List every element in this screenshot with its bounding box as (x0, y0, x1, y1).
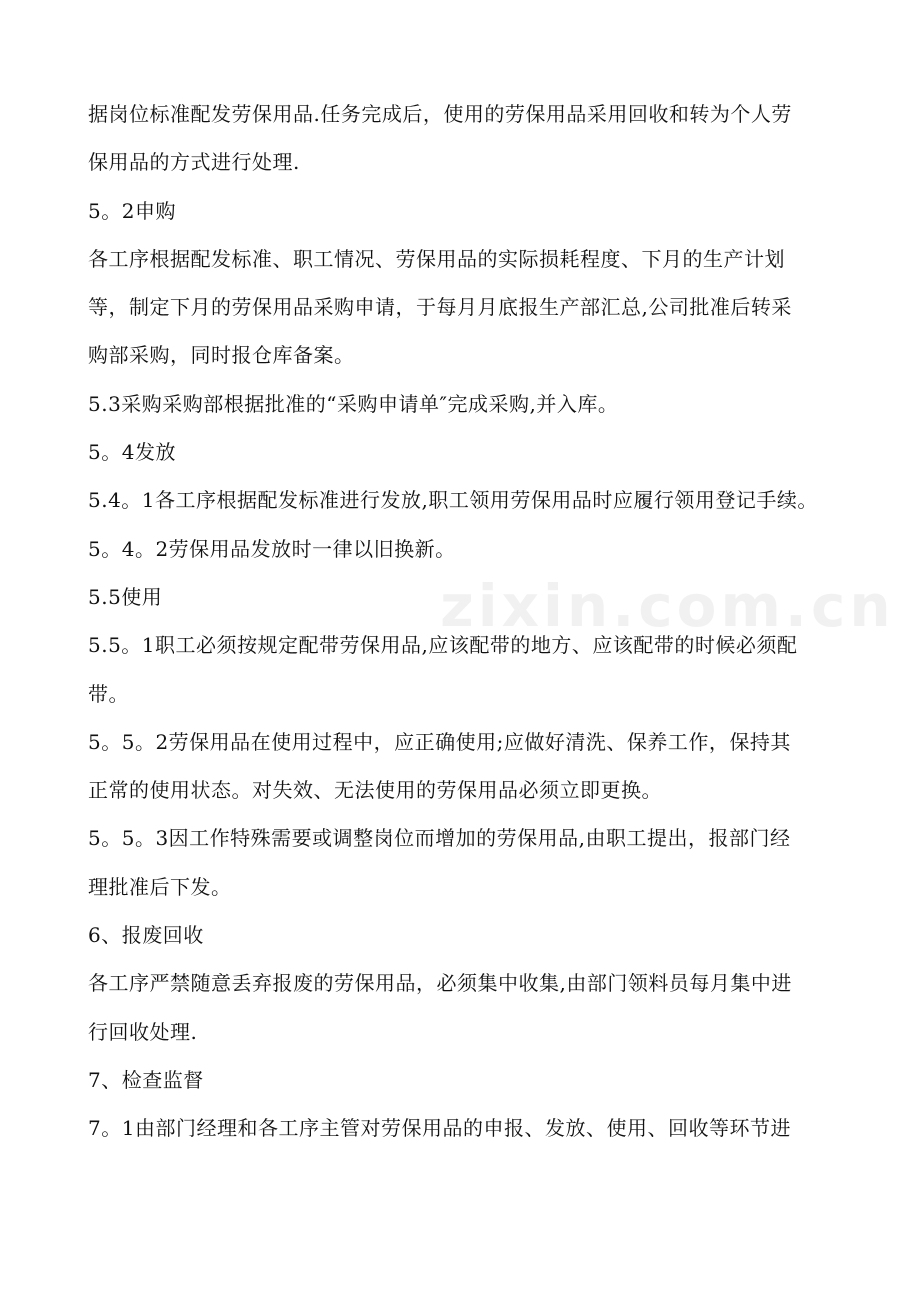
text-line: 正常的使用状态。对失效、无法使用的劳保用品必须立即更换。 (88, 778, 662, 803)
text-line: 5。4。2劳保用品发放时一律以旧换新。 (88, 536, 456, 561)
section-heading: 5。4发放 (88, 440, 176, 465)
section-heading: 6、报废回收 (88, 923, 204, 948)
text-line: 7。1由部门经理和各工序主管对劳保用品的申报、发放、使用、回收等环节进 (88, 1116, 791, 1141)
text-line: 各工序根据配发标准、职工情况、劳保用品的实际损耗程度、下月的生产计划 (88, 246, 785, 271)
section-heading: 5。2申购 (88, 198, 176, 223)
text-line: 购部采购，同时报仓库备案。 (88, 343, 355, 368)
text-line: 5。5。3因工作特殊需要或调整岗位而增加的劳保用品,由职工提出，报部门经 (88, 826, 791, 851)
text-line: 5.3采购采购部根据批准的“采购申请单″完成采购,并入库。 (88, 391, 619, 416)
text-line: 保用品的方式进行处理. (88, 150, 300, 175)
text-line: 理批准后下发。 (88, 874, 232, 899)
text-line: 带。 (88, 681, 129, 706)
text-line: 等，制定下月的劳保用品采购申请，于每月月底报生产部汇总,公司批准后转采 (88, 295, 792, 320)
text-line: 行回收处理. (88, 1019, 198, 1044)
text-line: 据岗位标准配发劳保用品.任务完成后，使用的劳保用品采用回收和转为个人劳 (88, 102, 792, 126)
document-body (88, 90, 838, 1153)
section-heading: 7、检查监督 (88, 1067, 204, 1092)
section-heading: 5.5使用 (88, 584, 163, 609)
text-line: 5.4。1各工序根据配发标准进行发放,职工领用劳保用品时应履行领用登记手续。 (88, 488, 818, 513)
text-line: 5.5。1职工必须按规定配带劳保用品,应该配带的地方、应该配带的时候必须配 (88, 633, 798, 658)
watermark: zixin.com.cn (440, 572, 895, 640)
text-line: 5。5。2劳保用品在使用过程中，应正确使用;应做好清洗、保养工作，保持其 (88, 729, 791, 754)
text-line: 各工序严禁随意丢弃报废的劳保用品，必须集中收集,由部门领料员每月集中进 (88, 971, 792, 996)
